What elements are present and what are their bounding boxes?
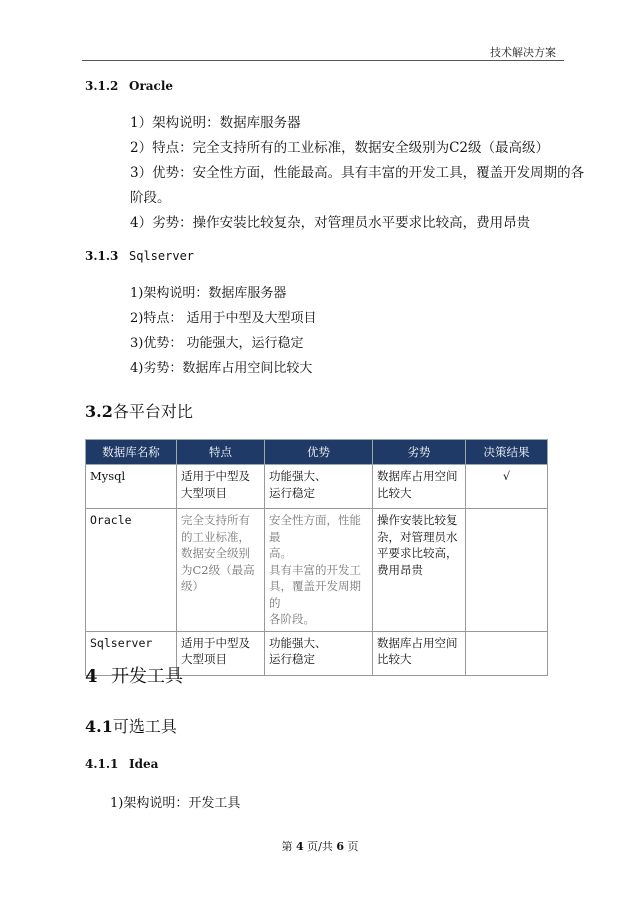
table-row [86,509,548,632]
chapter-title: 开发工具 [111,666,183,687]
section-number: 4.1.1 [85,757,119,771]
column-header-decision: 决策结果 [466,440,548,465]
oracle-item-2: 2）特点：完全支持所有的工业标准，数据安全级别为C2级（最高级） [130,140,550,156]
cell-name: Mysql [86,465,177,509]
sqlserver-item-4: 4)劣势：数据库占用空间比较大 [130,361,313,376]
cell-name: Sqlserver [86,631,177,675]
cell-line: 功能强大、 [269,635,327,650]
oracle-item-1: 1）架构说明：数据库服务器 [130,115,301,131]
cell-line: 大型项目 [181,485,227,500]
cell-line: 数据安全级别 [181,546,250,560]
cell-line: 比较大 [377,485,412,500]
cell-features [177,465,265,509]
comparison-table [85,439,548,676]
header-title: 技术解决方案 [490,46,556,59]
section-3-1-2-heading [85,79,173,93]
cell-line: 具，覆盖开发周期的 [269,579,361,610]
section-3-1-3-heading [85,249,194,263]
cell-features [177,631,265,675]
cell-line: 功能强大、 [269,469,327,483]
oracle-item-3-cont: 阶段。 [130,190,171,206]
footer-middle: 页/共 [307,840,333,853]
section-4-1-1-heading [85,757,158,771]
cell-line: 费用昂贵 [377,562,423,577]
section-number: 3.2 [85,402,113,421]
chapter-4-heading [85,662,183,688]
cell-line: 运行稳定 [269,652,315,666]
footer-prefix: 第 [281,840,293,853]
section-title: Sqlserver [129,249,195,263]
header-divider [82,60,564,61]
cell-line: 运行稳定 [269,485,315,500]
cell-line: 操作安装比较复 [377,513,458,527]
oracle-item-4: 4）劣势：操作安装比较复杂，对管理员水平要求比较高，费用昂贵 [130,215,531,231]
cell-advantages [265,631,373,675]
table-row [86,465,548,509]
cell-line: 级） [181,579,204,593]
cell-advantages [265,465,373,509]
cell-disadvantages [373,631,466,675]
cell-line: 各阶段。 [269,612,315,626]
section-title: Idea [129,757,159,771]
cell-features [177,509,265,632]
column-header-disadvantages: 劣势 [373,440,466,465]
cell-line: 完全支持所有 [181,513,250,527]
section-number: 4.1 [85,717,113,736]
section-title: Oracle [129,79,174,93]
cell-line: 的工业标准， [181,529,250,544]
cell-line: 大型项目 [181,652,227,666]
sqlserver-item-1: 1)架构说明：数据库服务器 [130,286,287,301]
section-number: 3.1.2 [85,79,119,93]
section-3-2-heading [85,399,193,422]
cell-disadvantages [373,509,466,632]
table-header-row [86,440,548,465]
cell-decision [466,631,548,675]
cell-line: 为C2级（最高 [181,562,255,577]
cell-disadvantages [373,465,466,509]
cell-decision [466,509,548,632]
section-4-1-heading [85,714,177,737]
cell-line: 适用于中型及 [181,469,250,483]
footer-suffix: 页 [347,840,359,853]
cell-line: 数据库占用空间 [377,469,458,483]
section-title: 各平台对比 [112,402,193,421]
chapter-number: 4 [85,666,98,687]
cell-line: 比较大 [377,652,412,666]
cell-line: 杂，对管理员水 [377,529,458,544]
cell-line: 数据库占用空间 [377,635,458,650]
total-pages: 6 [336,840,345,853]
column-header-features: 特点 [177,440,265,465]
cell-line: 具有丰富的开发工 [269,562,361,577]
oracle-item-3: 3）优势：安全性方面，性能最高。具有丰富的开发工具，覆盖开发周期的各 [130,165,585,181]
current-page-number: 4 [295,840,304,853]
cell-line: 安全性方面，性能最 [269,513,361,544]
cell-line: 平要求比较高， [377,546,458,560]
column-header-name: 数据库名称 [86,440,177,465]
sqlserver-item-3: 3)优势： 功能强大，运行稳定 [130,336,304,351]
cell-decision-checkmark: √ [466,465,548,509]
cell-advantages [265,509,373,632]
cell-line: 高。 [269,546,292,560]
sqlserver-item-2: 2)特点： 适用于中型及大型项目 [130,311,317,326]
section-number: 3.1.3 [85,249,119,263]
page-footer [0,838,640,854]
section-title: 可选工具 [112,717,177,736]
cell-line: 适用于中型及 [181,635,250,650]
column-header-advantages: 优势 [265,440,373,465]
idea-item-1: 1)架构说明：开发工具 [110,796,241,811]
cell-name: Oracle [86,509,177,632]
